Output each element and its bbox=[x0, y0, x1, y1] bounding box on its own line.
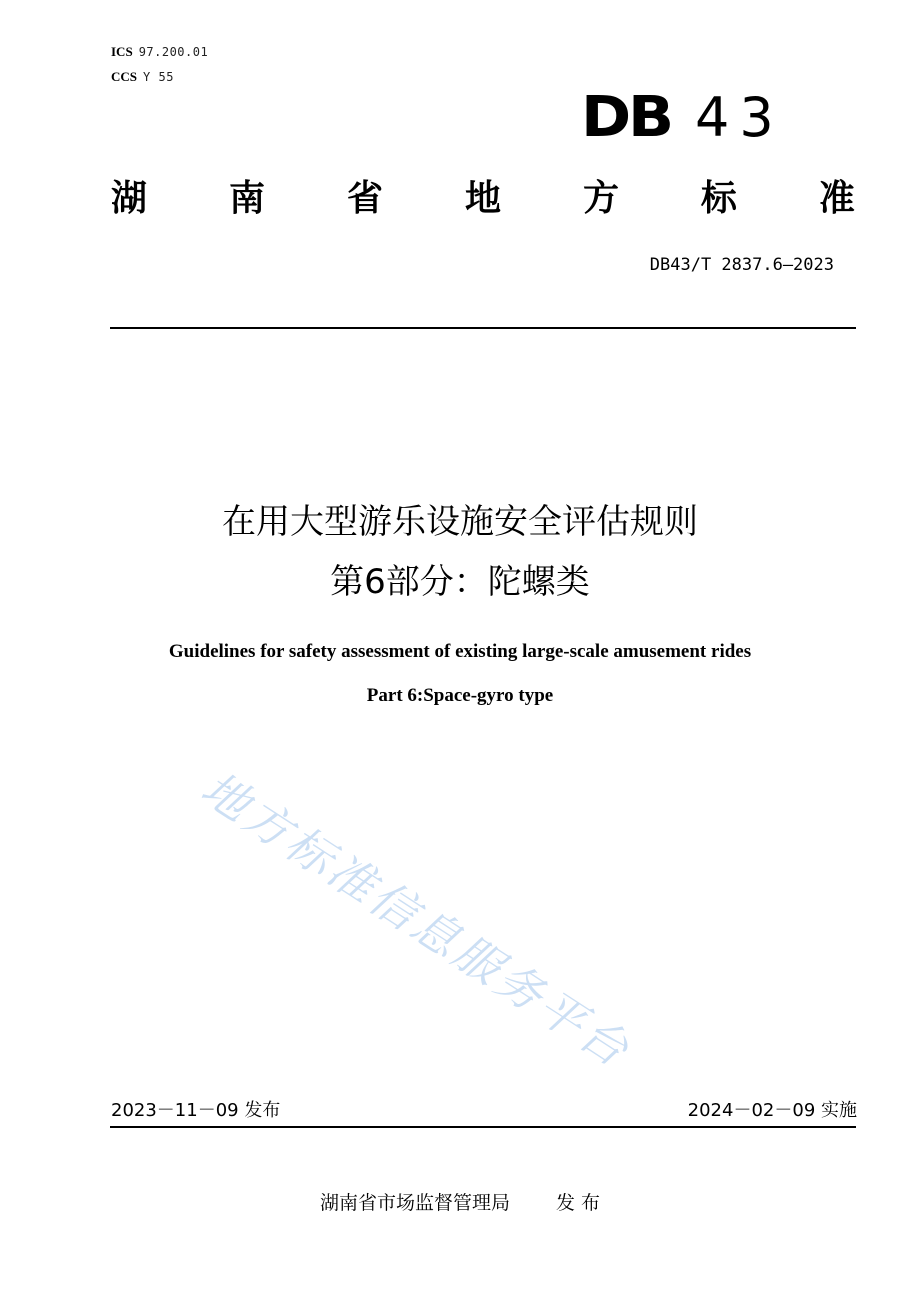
db-logo: DB bbox=[581, 85, 671, 150]
standard-type-char: 准 bbox=[818, 178, 855, 219]
ccs-value: Y 55 bbox=[143, 70, 174, 84]
standard-type-char: 标 bbox=[700, 178, 737, 219]
title-cn-line2: 第6部分：陀螺类 bbox=[330, 562, 590, 602]
footer-divider bbox=[110, 1126, 856, 1128]
issuer-action: 发 布 bbox=[555, 1192, 601, 1214]
db-province-number: 43 bbox=[695, 86, 784, 149]
publish-date: 2023－11－09 发布 bbox=[111, 1100, 281, 1121]
ccs-code bbox=[111, 69, 174, 85]
standard-type-char: 方 bbox=[582, 178, 619, 219]
ccs-label: CCS bbox=[111, 69, 138, 84]
issuer bbox=[0, 1190, 920, 1216]
standard-number: DB43/T 2837.6—2023 bbox=[649, 255, 834, 275]
title-cn-line1: 在用大型游乐设施安全评估规则 bbox=[222, 502, 698, 542]
standard-type-char: 南 bbox=[228, 178, 265, 219]
ics-value: 97.200.01 bbox=[138, 45, 209, 59]
standard-type-char: 省 bbox=[346, 178, 383, 219]
watermark: 地方标准信息服务平台 bbox=[192, 760, 641, 1079]
ics-label: ICS bbox=[111, 44, 133, 59]
header-divider bbox=[110, 327, 856, 329]
title-en-line2: Part 6:Space-gyro type bbox=[366, 685, 554, 706]
implement-date: 2024－02－09 实施 bbox=[687, 1100, 857, 1121]
title-en-line1: Guidelines for safety assessment of existing large-scale amusement rides bbox=[168, 641, 752, 662]
issuer-name: 湖南省市场监督管理局 bbox=[319, 1192, 510, 1214]
ics-code bbox=[111, 44, 208, 60]
standard-type-heading bbox=[111, 174, 855, 224]
standard-type-char: 湖 bbox=[111, 178, 148, 219]
standard-type-char: 地 bbox=[464, 178, 501, 219]
